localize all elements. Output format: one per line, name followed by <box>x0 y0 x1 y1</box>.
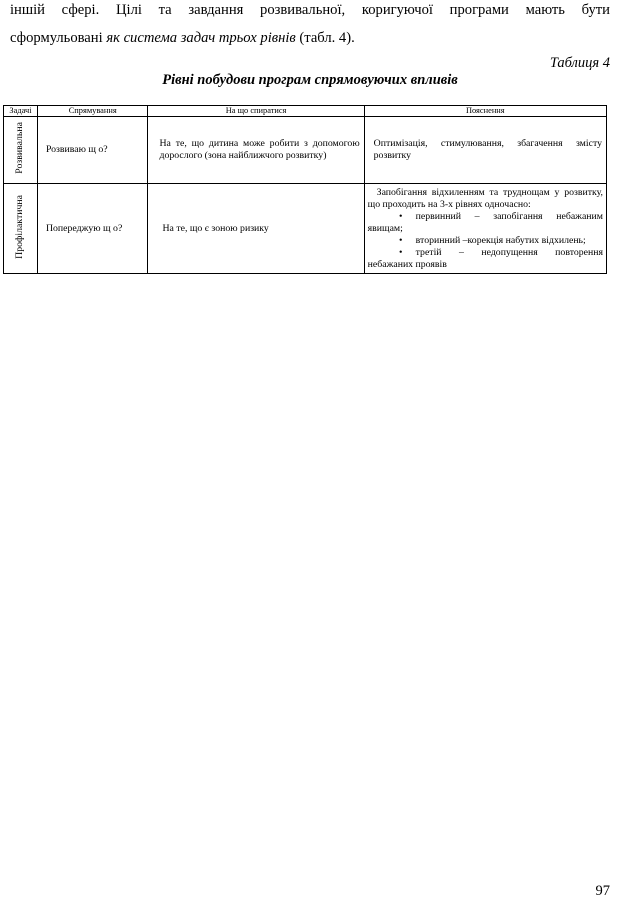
paragraph-text: сформульовані <box>10 30 107 46</box>
explanation-cell: Оптимізація, стимулювання, збагачення змісту розвитку <box>364 117 606 184</box>
table-caption: Таблиця 4 <box>549 55 610 71</box>
explanation-cell <box>364 184 606 274</box>
header-basis: На що спиратися <box>148 106 364 117</box>
direction-cell: Попереджую щ о? <box>37 184 148 274</box>
direction-cell: Розвиваю щ о? <box>37 117 148 184</box>
explanation-intro: Запобігання відхиленням та труднощам у розвитку, що проходить на 3-х рівнях одночасно: <box>367 186 603 210</box>
list-item <box>368 247 603 271</box>
table-row <box>4 117 607 184</box>
basis-cell: На те, що є зоною ризику <box>148 184 364 274</box>
paragraph-text-end: (табл. 4). <box>295 30 355 46</box>
task-cell <box>4 117 38 184</box>
bullet-icon: • <box>398 246 403 258</box>
basis-cell: На те, що дитина може робити з допомогою дорослого (зона найближчого розвитку) <box>148 117 364 184</box>
table-header-row <box>4 106 607 117</box>
list-item <box>368 235 603 247</box>
list-item-text: вторинний –корекція набутих відхилень; <box>415 234 586 246</box>
bullet-icon: • <box>398 234 403 246</box>
header-direction: Спрямування <box>37 106 148 117</box>
paragraph-line-2 <box>10 29 610 47</box>
paragraph-line-1: іншій сфері. Цілі та завдання розвивальної, коригуючої програми мають бути <box>10 2 610 18</box>
table-row <box>4 184 607 274</box>
task-label: Розвивальна <box>14 122 26 174</box>
table-title: Рівні побудови програм спрямовуючих впливів <box>162 72 458 88</box>
list-item-text: первинний – запобігання небажаним явищам; <box>367 210 603 234</box>
bullet-icon: • <box>398 210 403 222</box>
page-number: 97 <box>595 883 610 899</box>
header-explanation: Пояснення <box>364 106 606 117</box>
list-item-text: третій – недопущення повторення небажаних проявів <box>367 246 603 270</box>
paragraph-italic-text: як система задач трьох рівнів <box>106 30 296 46</box>
levels-table <box>3 105 607 274</box>
header-tasks: Задачі <box>4 106 38 117</box>
task-cell <box>4 184 38 274</box>
list-item <box>368 211 603 235</box>
task-label: Профілактична <box>14 194 26 259</box>
